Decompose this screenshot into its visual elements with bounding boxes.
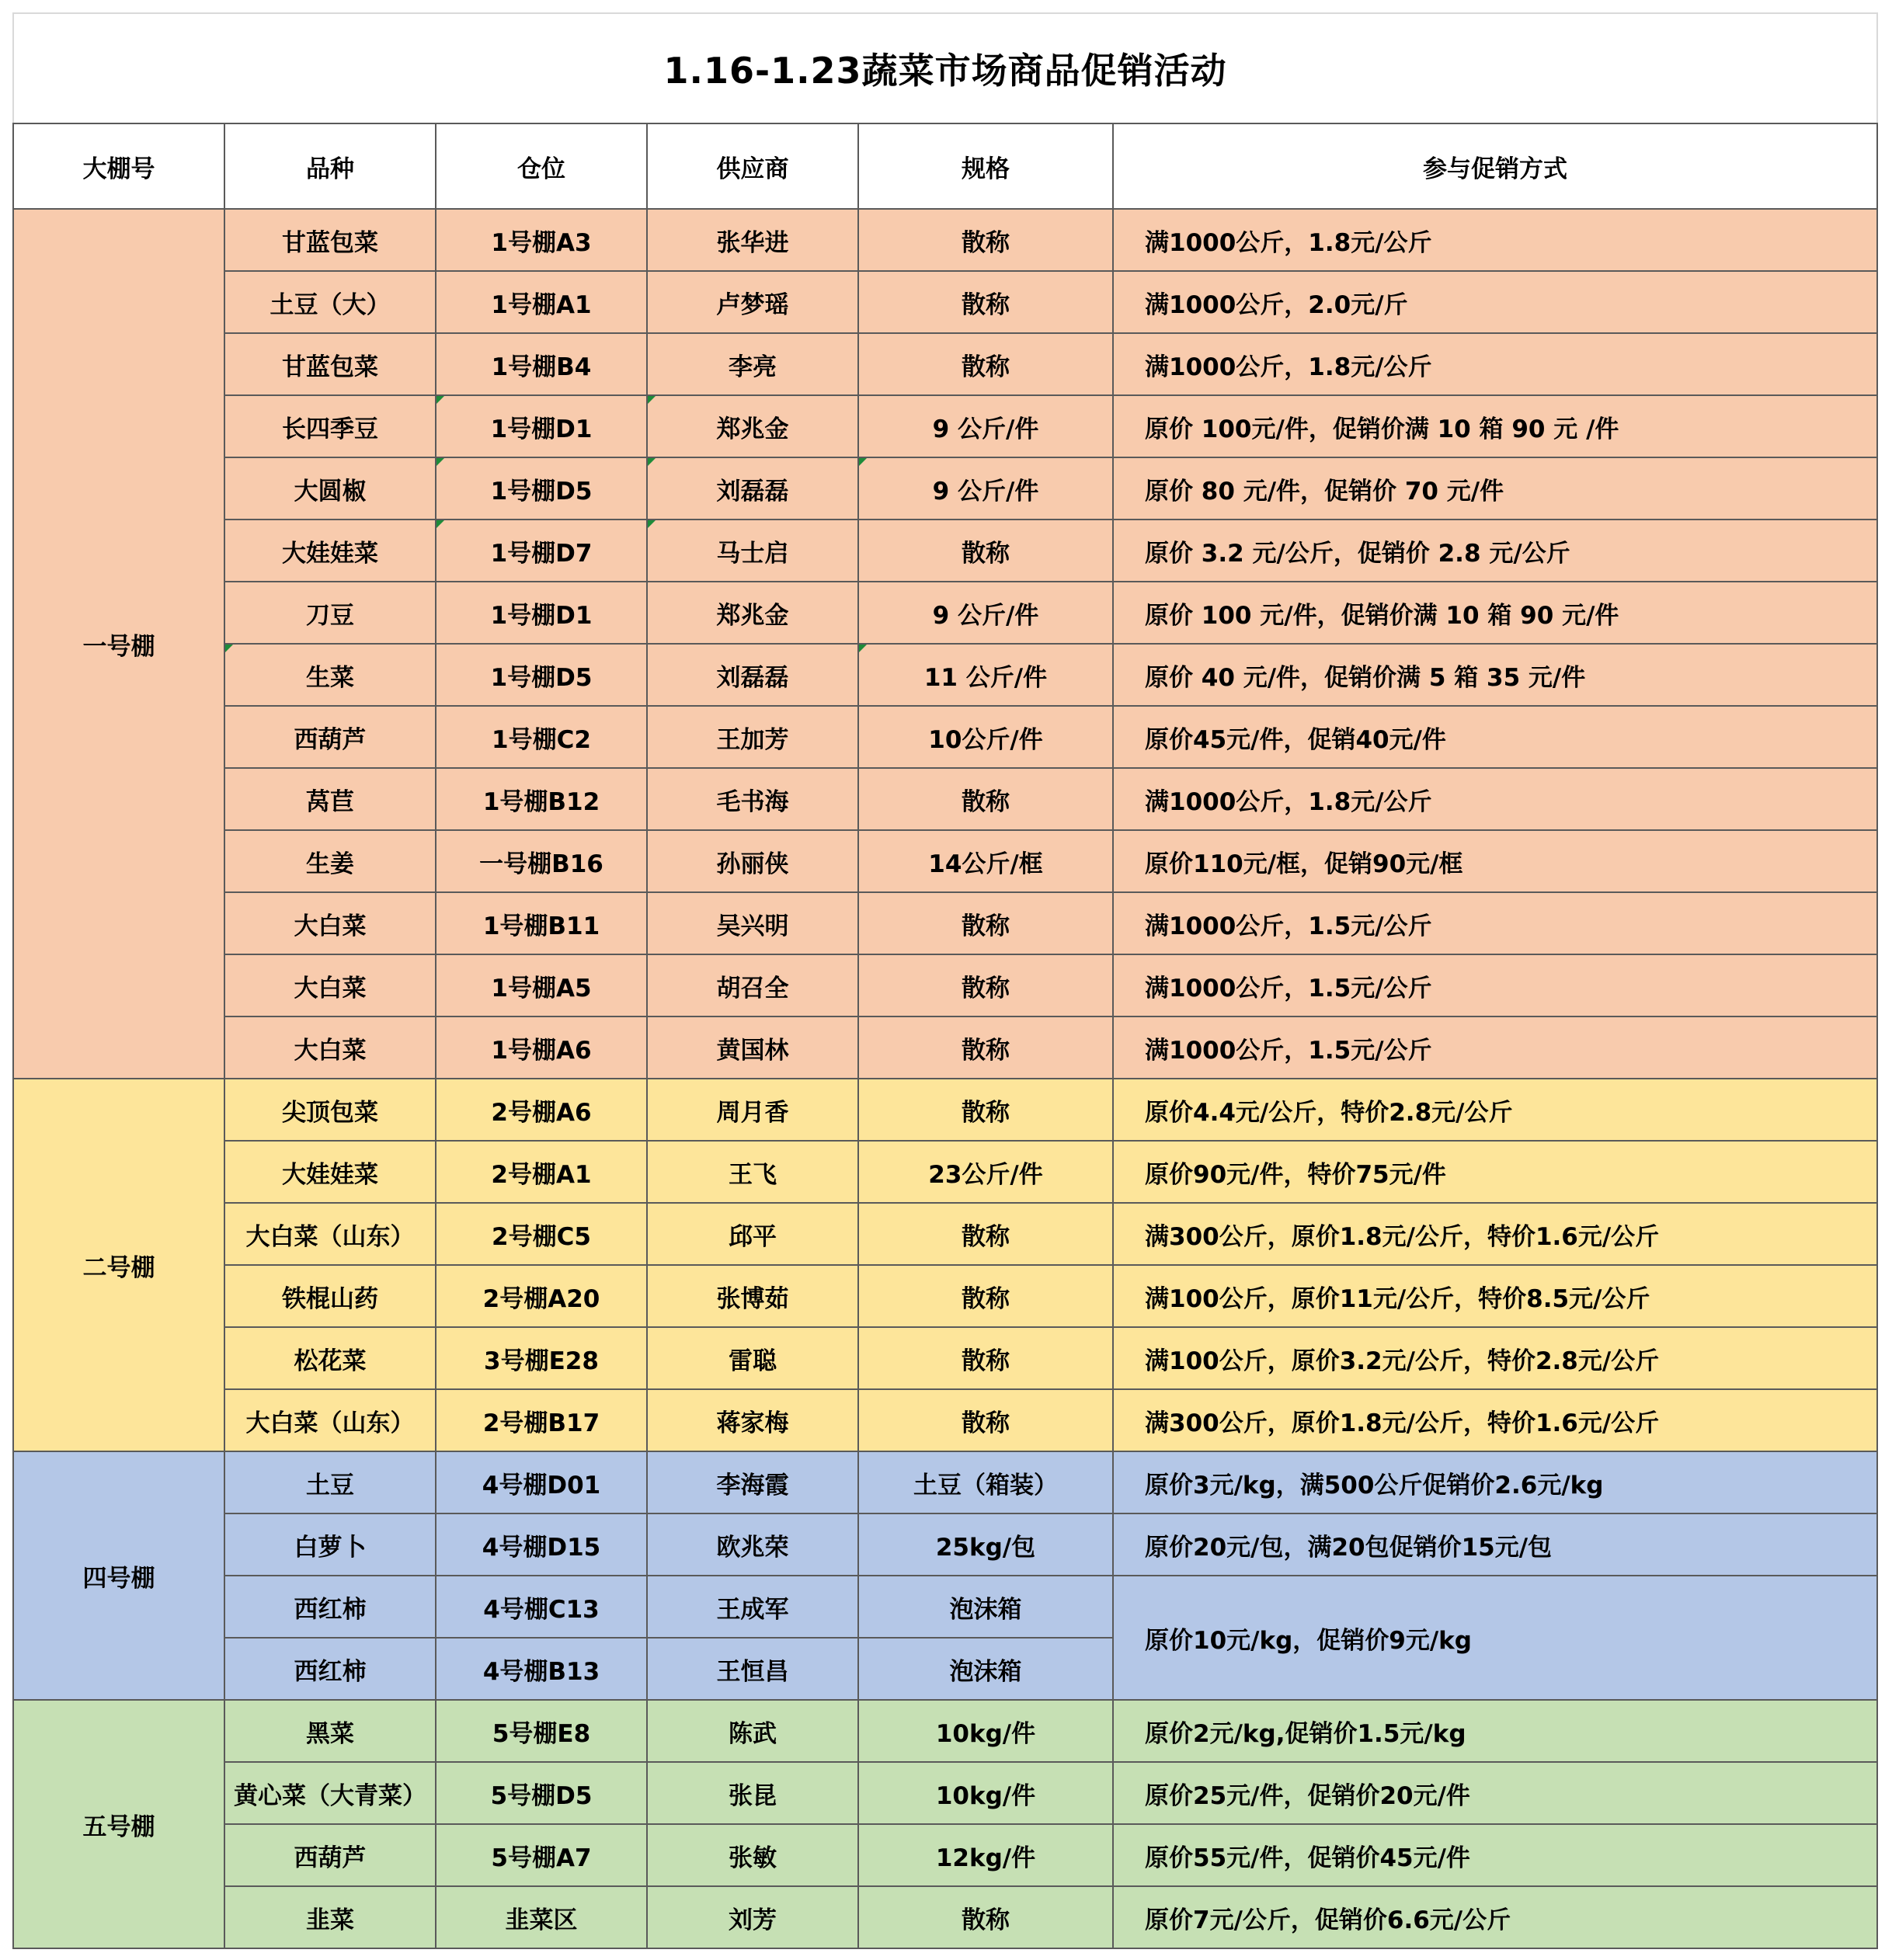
supplier-cell: 张昆 xyxy=(647,1762,858,1824)
supplier-cell: 邱平 xyxy=(647,1203,858,1265)
supplier-cell: 马士启 xyxy=(647,520,858,582)
supplier-cell: 毛书海 xyxy=(647,768,858,830)
supplier-cell: 张博茹 xyxy=(647,1265,858,1327)
promotion-cell: 满1000公斤，1.5元/公斤 xyxy=(1113,954,1877,1016)
greenhouse-label: 二号棚 xyxy=(13,1079,224,1451)
slot-cell: 1号棚D5 xyxy=(436,457,647,520)
table-row xyxy=(13,457,1877,520)
table-row xyxy=(13,209,1877,271)
spec-cell: 10公斤/件 xyxy=(858,706,1113,768)
promotion-cell: 满1000公斤，1.8元/公斤 xyxy=(1113,209,1877,271)
slot-cell: 1号棚A3 xyxy=(436,209,647,271)
spec-cell: 散称 xyxy=(858,271,1113,333)
supplier-cell: 李海霞 xyxy=(647,1451,858,1513)
spec-cell: 散称 xyxy=(858,209,1113,271)
variety-cell: 土豆 xyxy=(224,1451,436,1513)
promotion-table xyxy=(12,12,1878,1949)
promotion-cell: 满1000公斤，1.8元/公斤 xyxy=(1113,333,1877,395)
promotion-cell: 满300公斤，原价1.8元/公斤，特价1.6元/公斤 xyxy=(1113,1203,1877,1265)
spec-cell: 泡沫箱 xyxy=(858,1576,1113,1638)
supplier-cell: 王成军 xyxy=(647,1576,858,1638)
supplier-cell: 王加芳 xyxy=(647,706,858,768)
supplier-cell: 吴兴明 xyxy=(647,892,858,954)
table-row xyxy=(13,333,1877,395)
table-row xyxy=(13,1824,1877,1886)
table-row xyxy=(13,706,1877,768)
spec-cell: 散称 xyxy=(858,1886,1113,1948)
variety-cell: 大白菜 xyxy=(224,892,436,954)
supplier-cell: 雷聪 xyxy=(647,1327,858,1389)
supplier-cell: 欧兆荣 xyxy=(647,1513,858,1576)
supplier-cell: 刘磊磊 xyxy=(647,457,858,520)
table-row xyxy=(13,954,1877,1016)
supplier-cell: 孙丽侠 xyxy=(647,830,858,892)
variety-cell: 西红柿 xyxy=(224,1576,436,1638)
variety-cell: 大白菜 xyxy=(224,1016,436,1079)
supplier-cell: 黄国林 xyxy=(647,1016,858,1079)
variety-cell: 长四季豆 xyxy=(224,395,436,457)
spec-cell: 散称 xyxy=(858,768,1113,830)
greenhouse-label: 四号棚 xyxy=(13,1451,224,1700)
slot-cell: 2号棚A20 xyxy=(436,1265,647,1327)
table-row xyxy=(13,1016,1877,1079)
variety-cell: 土豆（大） xyxy=(224,271,436,333)
variety-cell: 大白菜（山东） xyxy=(224,1389,436,1451)
header-supplier: 供应商 xyxy=(647,123,858,209)
promotion-cell: 原价90元/件，特价75元/件 xyxy=(1113,1141,1877,1203)
spec-cell: 散称 xyxy=(858,892,1113,954)
table-row xyxy=(13,768,1877,830)
slot-cell: 5号棚E8 xyxy=(436,1700,647,1762)
table-row xyxy=(13,1203,1877,1265)
promotion-cell: 原价25元/件，促销价20元/件 xyxy=(1113,1762,1877,1824)
promotion-cell: 原价110元/框，促销90元/框 xyxy=(1113,830,1877,892)
promotion-cell: 满1000公斤，1.5元/公斤 xyxy=(1113,892,1877,954)
table-row xyxy=(13,271,1877,333)
variety-cell: 生菜 xyxy=(224,644,436,706)
header-variety: 品种 xyxy=(224,123,436,209)
promotion-cell: 原价4.4元/公斤，特价2.8元/公斤 xyxy=(1113,1079,1877,1141)
header-greenhouse: 大棚号 xyxy=(13,123,224,209)
promotion-cell: 原价2元/kg,促销价1.5元/kg xyxy=(1113,1700,1877,1762)
spec-cell: 散称 xyxy=(858,1016,1113,1079)
promotion-cell: 原价7元/公斤，促销价6.6元/公斤 xyxy=(1113,1886,1877,1948)
slot-cell: 2号棚B17 xyxy=(436,1389,647,1451)
slot-cell: 2号棚A6 xyxy=(436,1079,647,1141)
variety-cell: 大白菜（山东） xyxy=(224,1203,436,1265)
variety-cell: 大娃娃菜 xyxy=(224,520,436,582)
promotion-cell: 满1000公斤，2.0元/斤 xyxy=(1113,271,1877,333)
promotion-cell: 原价20元/包，满20包促销价15元/包 xyxy=(1113,1513,1877,1576)
table-row xyxy=(13,892,1877,954)
promotion-cell: 原价 40 元/件，促销价满 5 箱 35 元/件 xyxy=(1113,644,1877,706)
slot-cell: 5号棚A7 xyxy=(436,1824,647,1886)
variety-cell: 尖顶包菜 xyxy=(224,1079,436,1141)
table-row xyxy=(13,1389,1877,1451)
slot-cell: 2号棚C5 xyxy=(436,1203,647,1265)
promotion-cell: 原价 100元/件，促销价满 10 箱 90 元 /件 xyxy=(1113,395,1877,457)
spec-cell: 23公斤/件 xyxy=(858,1141,1113,1203)
table-row xyxy=(13,830,1877,892)
slot-cell: 2号棚A1 xyxy=(436,1141,647,1203)
slot-cell: 4号棚B13 xyxy=(436,1638,647,1700)
variety-cell: 甘蓝包菜 xyxy=(224,333,436,395)
sheet-title: 1.16-1.23蔬菜市场商品促销活动 xyxy=(13,13,1877,123)
slot-cell: 一号棚B16 xyxy=(436,830,647,892)
spec-cell: 9 公斤/件 xyxy=(858,395,1113,457)
slot-cell: 1号棚B11 xyxy=(436,892,647,954)
header-promotion: 参与促销方式 xyxy=(1113,123,1877,209)
variety-cell: 白萝卜 xyxy=(224,1513,436,1576)
spec-cell: 11 公斤/件 xyxy=(858,644,1113,706)
promotion-cell: 满1000公斤，1.8元/公斤 xyxy=(1113,768,1877,830)
spec-cell: 散称 xyxy=(858,1327,1113,1389)
slot-cell: 1号棚D7 xyxy=(436,520,647,582)
variety-cell: 生姜 xyxy=(224,830,436,892)
spec-cell: 散称 xyxy=(858,520,1113,582)
supplier-cell: 张敏 xyxy=(647,1824,858,1886)
spec-cell: 泡沫箱 xyxy=(858,1638,1113,1700)
promotion-cell: 原价55元/件，促销价45元/件 xyxy=(1113,1824,1877,1886)
table-row xyxy=(13,1700,1877,1762)
promotion-cell: 原价45元/件，促销40元/件 xyxy=(1113,706,1877,768)
slot-cell: 1号棚A6 xyxy=(436,1016,647,1079)
promotion-cell: 满100公斤，原价11元/公斤，特价8.5元/公斤 xyxy=(1113,1265,1877,1327)
spec-cell: 散称 xyxy=(858,1079,1113,1141)
variety-cell: 甘蓝包菜 xyxy=(224,209,436,271)
variety-cell: 西红柿 xyxy=(224,1638,436,1700)
header-spec: 规格 xyxy=(858,123,1113,209)
spec-cell: 散称 xyxy=(858,333,1113,395)
supplier-cell: 郑兆金 xyxy=(647,582,858,644)
spec-cell: 25kg/包 xyxy=(858,1513,1113,1576)
slot-cell: 1号棚B4 xyxy=(436,333,647,395)
promotion-cell: 满1000公斤，1.5元/公斤 xyxy=(1113,1016,1877,1079)
greenhouse-label: 一号棚 xyxy=(13,209,224,1079)
variety-cell: 铁棍山药 xyxy=(224,1265,436,1327)
variety-cell: 西葫芦 xyxy=(224,706,436,768)
variety-cell: 黄心菜（大青菜） xyxy=(224,1762,436,1824)
spec-cell: 散称 xyxy=(858,1389,1113,1451)
promotion-cell: 原价 80 元/件，促销价 70 元/件 xyxy=(1113,457,1877,520)
variety-cell: 大白菜 xyxy=(224,954,436,1016)
slot-cell: 1号棚A1 xyxy=(436,271,647,333)
promotion-cell: 满300公斤，原价1.8元/公斤，特价1.6元/公斤 xyxy=(1113,1389,1877,1451)
table-row xyxy=(13,644,1877,706)
supplier-cell: 郑兆金 xyxy=(647,395,858,457)
spec-cell: 12kg/件 xyxy=(858,1824,1113,1886)
variety-cell: 莴苣 xyxy=(224,768,436,830)
slot-cell: 1号棚B12 xyxy=(436,768,647,830)
supplier-cell: 李亮 xyxy=(647,333,858,395)
table-row xyxy=(13,1513,1877,1576)
spec-cell: 10kg/件 xyxy=(858,1700,1113,1762)
spec-cell: 9 公斤/件 xyxy=(858,582,1113,644)
table-row xyxy=(13,1327,1877,1389)
supplier-cell: 蒋家梅 xyxy=(647,1389,858,1451)
greenhouse-label: 五号棚 xyxy=(13,1700,224,1948)
spec-cell: 14公斤/框 xyxy=(858,830,1113,892)
table-row xyxy=(13,1079,1877,1141)
table-row xyxy=(13,395,1877,457)
table-row xyxy=(13,1762,1877,1824)
slot-cell: 5号棚D5 xyxy=(436,1762,647,1824)
supplier-cell: 张华进 xyxy=(647,209,858,271)
supplier-cell: 周月香 xyxy=(647,1079,858,1141)
slot-cell: 韭菜区 xyxy=(436,1886,647,1948)
table-row xyxy=(13,1265,1877,1327)
spec-cell: 土豆（箱装） xyxy=(858,1451,1113,1513)
slot-cell: 1号棚D5 xyxy=(436,644,647,706)
spec-cell: 10kg/件 xyxy=(858,1762,1113,1824)
variety-cell: 大娃娃菜 xyxy=(224,1141,436,1203)
table-row xyxy=(13,1451,1877,1513)
supplier-cell: 卢梦瑶 xyxy=(647,271,858,333)
variety-cell: 黑菜 xyxy=(224,1700,436,1762)
slot-cell: 1号棚C2 xyxy=(436,706,647,768)
header-slot: 仓位 xyxy=(436,123,647,209)
promotion-cell: 原价 3.2 元/公斤，促销价 2.8 元/公斤 xyxy=(1113,520,1877,582)
spec-cell: 散称 xyxy=(858,954,1113,1016)
variety-cell: 西葫芦 xyxy=(224,1824,436,1886)
supplier-cell: 刘磊磊 xyxy=(647,644,858,706)
supplier-cell: 陈武 xyxy=(647,1700,858,1762)
slot-cell: 3号棚E28 xyxy=(436,1327,647,1389)
variety-cell: 韭菜 xyxy=(224,1886,436,1948)
supplier-cell: 刘芳 xyxy=(647,1886,858,1948)
variety-cell: 松花菜 xyxy=(224,1327,436,1389)
supplier-cell: 王恒昌 xyxy=(647,1638,858,1700)
slot-cell: 4号棚D15 xyxy=(436,1513,647,1576)
supplier-cell: 胡召全 xyxy=(647,954,858,1016)
variety-cell: 刀豆 xyxy=(224,582,436,644)
slot-cell: 4号棚D01 xyxy=(436,1451,647,1513)
promotion-cell: 原价 100 元/件，促销价满 10 箱 90 元/件 xyxy=(1113,582,1877,644)
table-row xyxy=(13,520,1877,582)
spec-cell: 9 公斤/件 xyxy=(858,457,1113,520)
slot-cell: 1号棚D1 xyxy=(436,582,647,644)
slot-cell: 4号棚C13 xyxy=(436,1576,647,1638)
spec-cell: 散称 xyxy=(858,1265,1113,1327)
spec-cell: 散称 xyxy=(858,1203,1113,1265)
table-row xyxy=(13,582,1877,644)
variety-cell: 大圆椒 xyxy=(224,457,436,520)
supplier-cell: 王飞 xyxy=(647,1141,858,1203)
promotion-cell: 原价3元/kg，满500公斤促销价2.6元/kg xyxy=(1113,1451,1877,1513)
slot-cell: 1号棚D1 xyxy=(436,395,647,457)
slot-cell: 1号棚A5 xyxy=(436,954,647,1016)
table-row xyxy=(13,1576,1877,1638)
promotion-cell: 满100公斤，原价3.2元/公斤，特价2.8元/公斤 xyxy=(1113,1327,1877,1389)
table-row xyxy=(13,1886,1877,1948)
promotion-cell: 原价10元/kg，促销价9元/kg xyxy=(1113,1576,1877,1700)
table-row xyxy=(13,1141,1877,1203)
